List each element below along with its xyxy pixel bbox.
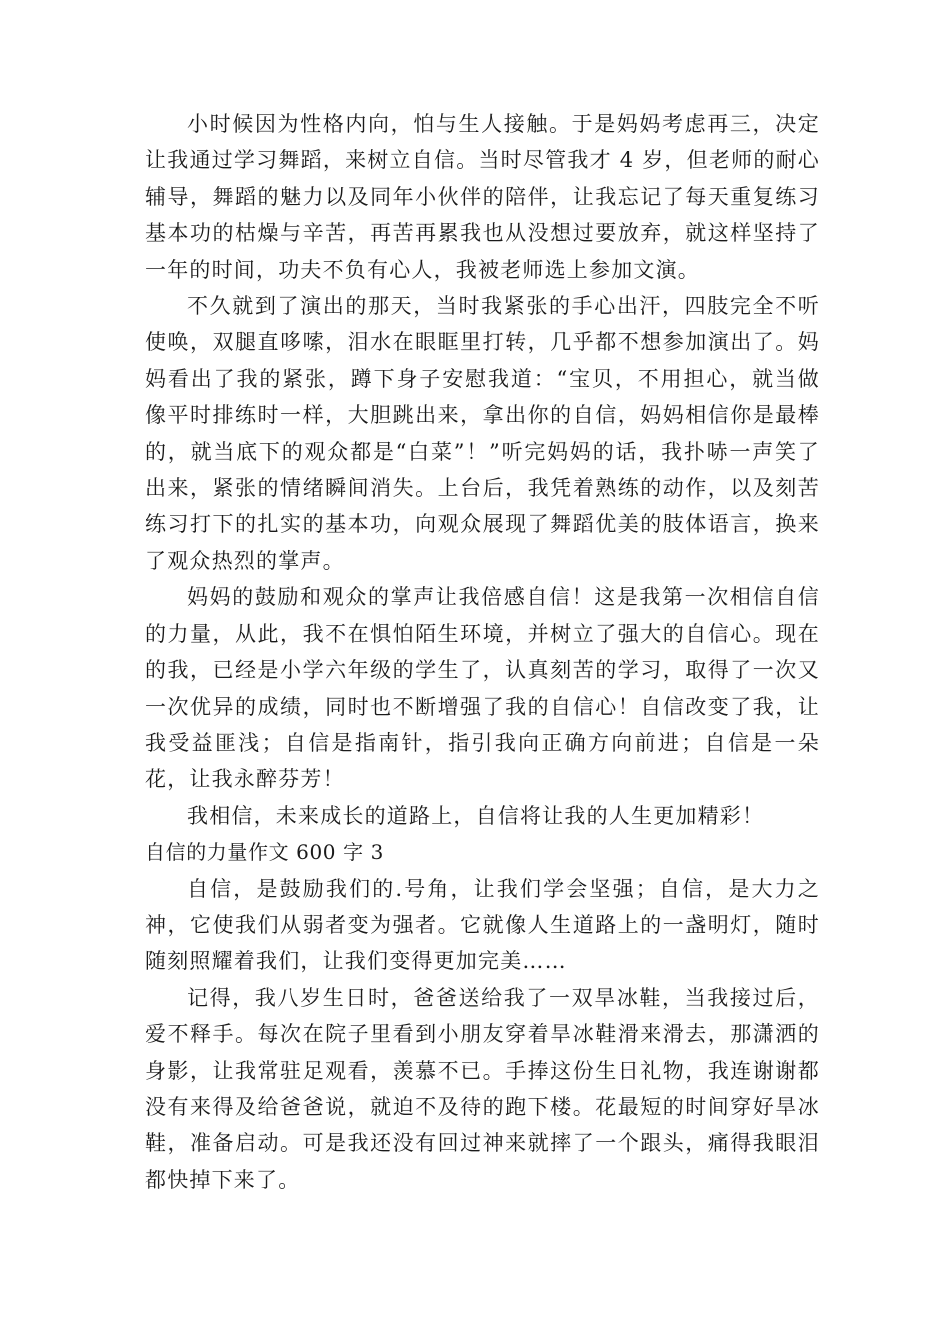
document-page <box>145 106 820 1198</box>
paragraph-roller-skates: 记得，我八岁生日时，爸爸送给我了一双旱冰鞋，当我接过后，爱不释手。每次在院子里看到小朋友穿着旱冰鞋滑来滑去，那潇洒的身影，让我常驻足观看，羡慕不已。手捧这份生日礼物，我连谢谢都没有来得及给爸爸说，就迫不及待的跑下楼。花最短的时间穿好旱冰鞋，准备启动。可是我还没有回过神来就摔了一个跟头，痛得我眼泪都快掉下来了。 <box>145 985 820 1192</box>
paragraph-dance-lessons: 小时候因为性格内向，怕与生人接触。于是妈妈考虑再三，决定让我通过学习舞蹈，来树立自信。当时尽管我才 4 岁，但老师的耐心辅导，舞蹈的魅力以及同年小伙伴的陪伴，让我忘记了每天重复练习基本功的枯燥与辛苦，再苦再累我也从没想过要放弃，就这样坚持了一年的时间，功夫不负有心人，我被老师选上参加文演。 <box>145 112 820 282</box>
paragraph-performance-day: 不久就到了演出的那天，当时我紧张的手心出汗，四肢完全不听使唤，双腿直哆嗦，泪水在眼眶里打转，几乎都不想参加演出了。妈妈看出了我的紧张，蹲下身子安慰我道：“宝贝，不用担心，就当做像平时排练时一样，大胆跳出来，拿出你的自信，妈妈相信你是最棒的，就当底下的观众都是“白菜”！”听完妈妈的话，我扑哧一声笑了出来，紧张的情绪瞬间消失。上台后，我凭着熟练的动作，以及刻苦练习打下的扎实的基本功，向观众展现了舞蹈优美的肢体语言，换来了观众热烈的掌声。 <box>145 294 820 573</box>
paragraph-conclusion: 我相信，未来成长的道路上，自信将让我的人生更加精彩！ <box>187 803 765 828</box>
paragraph-confidence-intro: 自信，是鼓励我们的.号角，让我们学会坚强；自信，是大力之神，它使我们从弱者变为强者。它就像人生道路上的一盏明灯，随时随刻照耀着我们，让我们变得更加完美…… <box>145 876 820 974</box>
essay-heading: 自信的力量作文 600 字 3 <box>145 840 384 865</box>
paragraph-confidence-growth: 妈妈的鼓励和观众的掌声让我倍感自信！这是我第一次相信自信的力量，从此，我不在惧怕陌生环境，并树立了强大的自信心。现在的我，已经是小学六年级的学生了，认真刻苦的学习，取得了一次又一次优异的成绩，同时也不断增强了我的自信心！自信改变了我，让我受益匪浅；自信是指南针，指引我向正确方向前进；自信是一朵花，让我永醉芬芳！ <box>145 585 820 792</box>
